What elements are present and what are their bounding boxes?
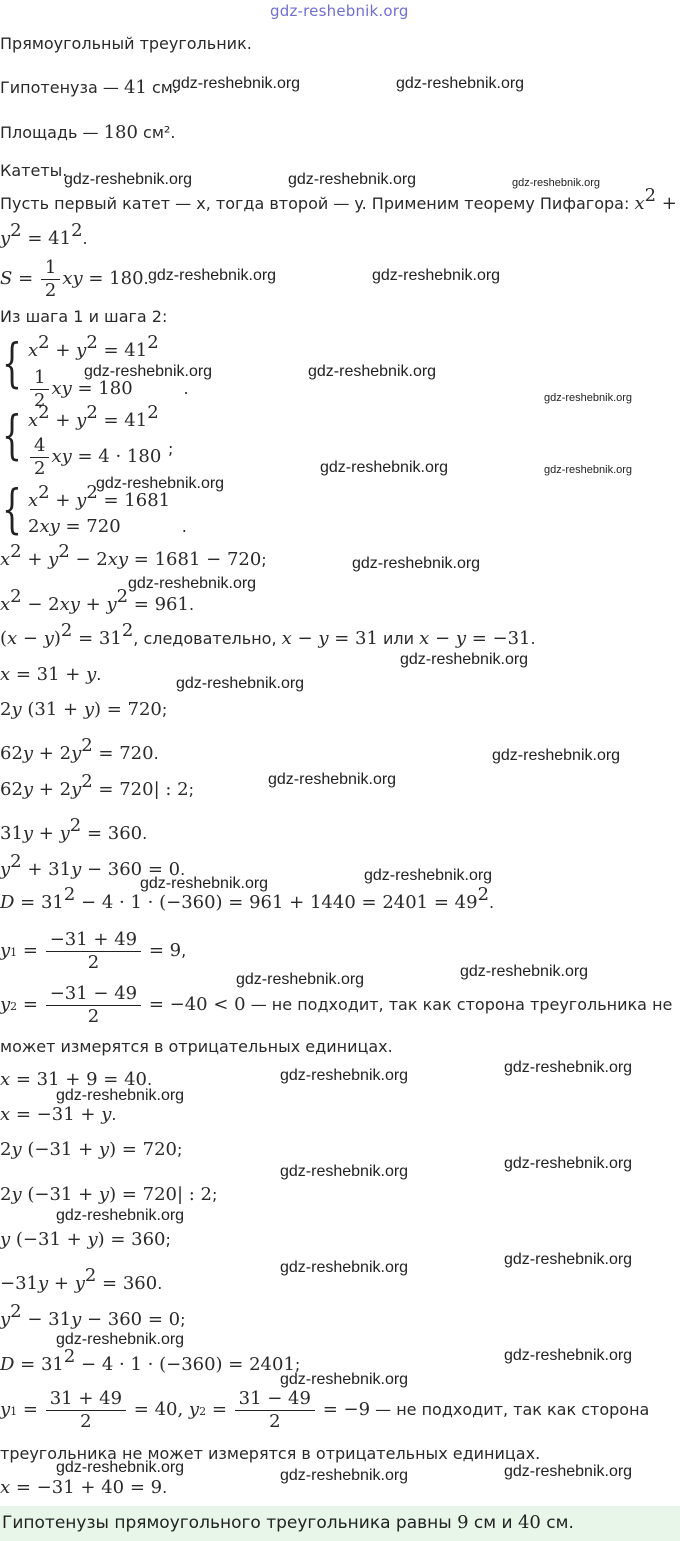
system2-sep: ; [168,439,174,458]
watermark: gdz-reshebnik.org [148,267,277,284]
watermark: gdz-reshebnik.org [128,575,257,592]
eq-difference: $(x - y)^2 = 31^2$, следовательно, x − y = 31 или x − y = −31. [0,620,536,649]
pythagoras-line: Пусть первый катет — x, тогда второй — y. Применим теорему Пифагора: $x^2$ + [0,185,677,214]
watermark: gdz-reshebnik.org [504,1155,633,1172]
watermark: gdz-reshebnik.org [56,1207,185,1224]
system2-eq1: $x^2 + y^2 = 41^2$ [28,402,159,431]
eq-exp2: $-31y + y^2 = 360$. [0,1265,163,1294]
site-header-link[interactable]: gdz-reshebnik.org [270,2,409,20]
eq-disc1: $D = 31^2 - 4 \cdot 1 \cdot (-360) = 961 + 1440 = 2401 = 49^2$. [0,884,495,913]
system2-eq2: $\frac{4}{2}$ xy = 4 · 180 [28,436,161,479]
system1-eq2: $\frac{1}{2}$ xy = 180 . [28,368,189,411]
watermark: gdz-reshebnik.org [96,475,225,492]
watermark: gdz-reshebnik.org [84,363,213,380]
watermark: gdz-reshebnik.org [140,875,269,892]
watermark: gdz-reshebnik.org [280,1067,409,1084]
eq-square: $x^2 - 2xy + y^2 = 961$. [0,586,195,615]
eq-root1: y1 = $\frac{-31 + 49}{2}$ = 9, [0,929,187,973]
watermark: gdz-reshebnik.org [288,171,417,188]
answer-box [0,1506,680,1541]
watermark: gdz-reshebnik.org [504,1347,633,1364]
eq-x-value2: x = −31 + 40 = 9. [0,1477,168,1498]
watermark: gdz-reshebnik.org [320,459,449,476]
watermark: gdz-reshebnik.org [492,747,621,764]
pythagoras-line-2: $y^2 = 41^2$. [0,220,88,249]
eq-root2: y2 = $\frac{-31 - 49}{2}$ = −40 < 0 — не подходит, так как сторона треугольника не [0,983,673,1027]
watermark: gdz-reshebnik.org [504,1463,633,1480]
watermark: gdz-reshebnik.org [64,171,193,188]
eq-x1: x = 31 + y. [0,664,102,685]
neg-note-1: может измерятся в отрицательных единицах. [0,1037,393,1056]
watermark: gdz-reshebnik.org [308,363,437,380]
watermark: gdz-reshebnik.org [56,1331,185,1348]
eq-sub1: 2y (31 + y) = 720; [0,699,168,720]
watermark: gdz-reshebnik.org [512,177,601,189]
watermark: gdz-reshebnik.org [504,1251,633,1268]
eq-roots-2: y1 = $\frac{31 + 49}{2}$ = 40, y2 = $\frac{31 - 49}{2}$ = −9 — не подходит, так как сторона [0,1388,650,1432]
watermark: gdz-reshebnik.org [268,771,397,788]
system1-eq1: $x^2 + y^2 = 41^2$ [28,332,159,361]
watermark: gdz-reshebnik.org [280,1259,409,1276]
eq-div1: $62y + 2y^2 = 720|$ : 2; [0,771,194,800]
system-brace-3: { [2,480,22,540]
answer-text: Гипотенузы прямоугольного треугольника равны 9 см и 40 см. [2,1512,574,1533]
watermark: gdz-reshebnik.org [172,75,301,92]
watermark: gdz-reshebnik.org [396,75,525,92]
area-formula: S = $\frac{1}{2}$ xy = 180. [0,257,149,301]
eq-simpl1: $31y + y^2 = 360$. [0,815,148,844]
system-brace-2: { [2,406,22,466]
eq-disc2: $D = 31^2 - 4 \cdot 1 \cdot (-360) = 2401$; [0,1346,301,1375]
eq-x2: x = −31 + y. [0,1104,117,1125]
eq-simpl2: y (−31 + y) = 360; [0,1229,171,1250]
watermark: gdz-reshebnik.org [352,555,481,572]
watermark: gdz-reshebnik.org [364,867,493,884]
watermark: gdz-reshebnik.org [56,1087,185,1104]
intro-line: Прямоугольный треугольник. [0,34,252,53]
hypotenuse-line: Гипотенуза — 41 см. [0,77,178,98]
eq-div2: 2y (−31 + y) = 720| : 2; [0,1184,218,1205]
watermark: gdz-reshebnik.org [280,1371,409,1388]
eq-quad2: $y^2 - 31y - 360 = 0$; [0,1301,186,1330]
eq-sub2: 2y (−31 + y) = 720; [0,1139,183,1160]
watermark: gdz-reshebnik.org [56,1459,185,1476]
eq-quad1: $y^2 + 31y - 360 = 0$. [0,851,186,880]
system3-eq1: $x^2 + y^2 = 1681$ [28,482,171,511]
eq-exp1: $62y + 2y^2 = 720$. [0,735,159,764]
watermark: gdz-reshebnik.org [400,651,529,668]
watermark: gdz-reshebnik.org [372,267,501,284]
area-line: Площадь — 180 см². [0,122,176,143]
system-brace-1: { [2,334,22,394]
legs-line: Катеты. [0,161,68,180]
watermark: gdz-reshebnik.org [460,963,589,980]
watermark: gdz-reshebnik.org [544,392,633,404]
steps-line: Из шага 1 и шага 2: [0,307,168,326]
eq-subtract: $x^2 + y^2 - 2xy = 1681 - 720$; [0,541,267,570]
system3-eq2: 2xy = 720 . [28,516,187,537]
neg-note-2: треугольника не может измерятся в отрицательных единицах. [0,1444,541,1463]
watermark: gdz-reshebnik.org [280,1467,409,1484]
watermark: gdz-reshebnik.org [236,971,365,988]
watermark: gdz-reshebnik.org [280,1163,409,1180]
watermark: gdz-reshebnik.org [176,675,305,692]
eq-x-value1: x = 31 + 9 = 40. [0,1069,153,1090]
watermark: gdz-reshebnik.org [544,464,633,476]
watermark: gdz-reshebnik.org [504,1059,633,1076]
